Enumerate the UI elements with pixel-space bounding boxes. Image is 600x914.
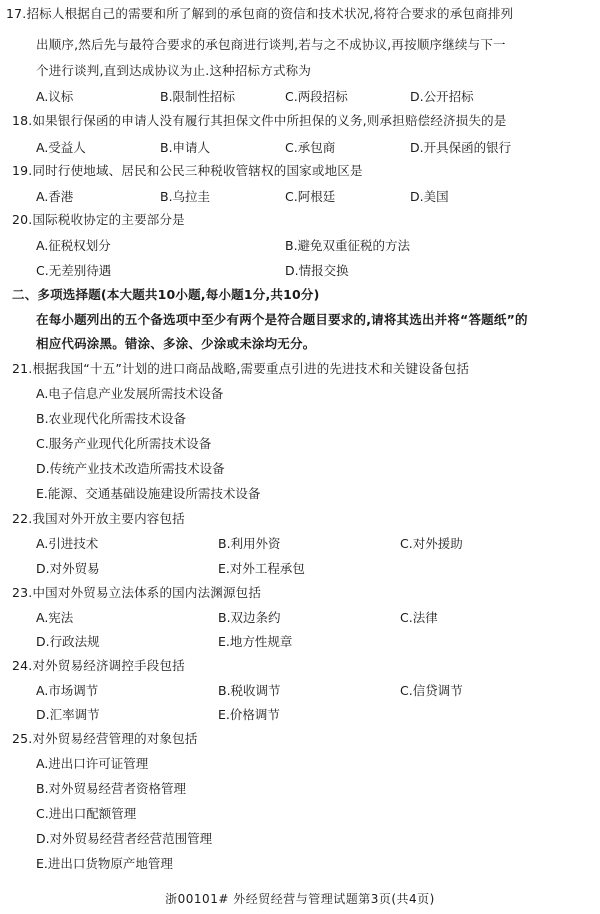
q18-stem: 18.如果银行保函的申请人没有履行其担保文件中所担保的义务,则承担赔偿经济损失的是 — [12, 113, 507, 128]
q21-option-d: D.传统产业技术改造所需技术设备 — [36, 461, 225, 476]
q19-stem: 19.同时行使地域、居民和公民三种税收管辖权的国家或地区是 — [12, 163, 363, 178]
q20-stem: 20.国际税收协定的主要部分是 — [12, 212, 185, 227]
q17-option-a: A.议标 — [36, 89, 74, 104]
q20-option-a: A.征税权划分 — [36, 238, 111, 253]
q23-option-b: B.双边条约 — [218, 610, 281, 625]
section2-instructions-line1: 在每小题列出的五个备选项中至少有两个是符合题目要求的,请将其选出并将“答题纸”的 — [36, 312, 528, 327]
q21-option-a: A.电子信息产业发展所需技术设备 — [36, 386, 224, 401]
q19-option-c: C.阿根廷 — [285, 189, 336, 204]
q23-option-e: E.地方性规章 — [218, 634, 293, 649]
q22-option-c: C.对外援助 — [400, 536, 463, 551]
q20-option-c: C.无差别待遇 — [36, 263, 112, 278]
q23-option-c: C.法律 — [400, 610, 438, 625]
q21-stem: 21.根据我国“十五”计划的进口商品战略,需要重点引进的先进技术和关键设备包括 — [12, 361, 470, 376]
q20-option-b: B.避免双重征税的方法 — [285, 238, 411, 253]
q24-option-d: D.汇率调节 — [36, 707, 100, 722]
q25-stem: 25.对外贸易经营管理的对象包括 — [12, 731, 198, 746]
q19-option-d: D.美国 — [410, 189, 449, 204]
q23-option-a: A.宪法 — [36, 610, 74, 625]
q21-option-e: E.能源、交通基础设施建设所需技术设备 — [36, 486, 261, 501]
page-footer: 浙00101# 外经贸经营与管理试题第3页(共4页) — [165, 892, 435, 906]
q25-option-b: B.对外贸易经营者资格管理 — [36, 781, 187, 796]
q18-option-a: A.受益人 — [36, 140, 86, 155]
q25-option-d: D.对外贸易经营者经营范围管理 — [36, 831, 213, 846]
q18-option-c: C.承包商 — [285, 140, 336, 155]
q19-option-b: B.乌拉圭 — [160, 189, 211, 204]
q17-stem-line2: 出顺序,然后先与最符合要求的承包商进行谈判,若与之不成协议,再按顺序继续与下一 — [36, 37, 506, 52]
section2-instructions-line2: 相应代码涂黑。错涂、多涂、少涂或未涂均无分。 — [36, 336, 316, 351]
q23-stem: 23.中国对外贸易立法体系的国内法渊源包括 — [12, 585, 262, 600]
q25-option-a: A.进出口许可证管理 — [36, 756, 149, 771]
q25-option-c: C.进出口配额管理 — [36, 806, 137, 821]
q22-option-e: E.对外工程承包 — [218, 561, 305, 576]
q22-option-d: D.对外贸易 — [36, 561, 100, 576]
q24-option-c: C.信贷调节 — [400, 683, 463, 698]
q24-option-b: B.税收调节 — [218, 683, 281, 698]
q17-stem-line1: 17.招标人根据自己的需要和所了解到的承包商的资信和技术状况,将符合要求的承包商排列 — [6, 6, 514, 21]
q21-option-c: C.服务产业现代化所需技术设备 — [36, 436, 212, 451]
q25-option-e: E.进出口货物原产地管理 — [36, 856, 173, 871]
q23-option-d: D.行政法规 — [36, 634, 100, 649]
q17-stem-line3: 个进行谈判,直到达成协议为止.这种招标方式称为 — [36, 63, 312, 78]
q18-option-d: D.开具保函的银行 — [410, 140, 512, 155]
section2-heading: 二、多项选择题(本大题共10小题,每小题1分,共10分) — [12, 287, 320, 302]
q17-option-c: C.两段招标 — [285, 89, 348, 104]
q17-option-b: B.限制性招标 — [160, 89, 236, 104]
q18-option-b: B.申请人 — [160, 140, 211, 155]
q24-option-a: A.市场调节 — [36, 683, 99, 698]
q20-option-d: D.情报交换 — [285, 263, 349, 278]
q24-stem: 24.对外贸易经济调控手段包括 — [12, 658, 185, 673]
q22-option-b: B.利用外资 — [218, 536, 281, 551]
q22-option-a: A.引进技术 — [36, 536, 99, 551]
q22-stem: 22.我国对外开放主要内容包括 — [12, 511, 185, 526]
q24-option-e: E.价格调节 — [218, 707, 280, 722]
q17-option-d: D.公开招标 — [410, 89, 474, 104]
q21-option-b: B.农业现代化所需技术设备 — [36, 411, 187, 426]
q19-option-a: A.香港 — [36, 189, 74, 204]
